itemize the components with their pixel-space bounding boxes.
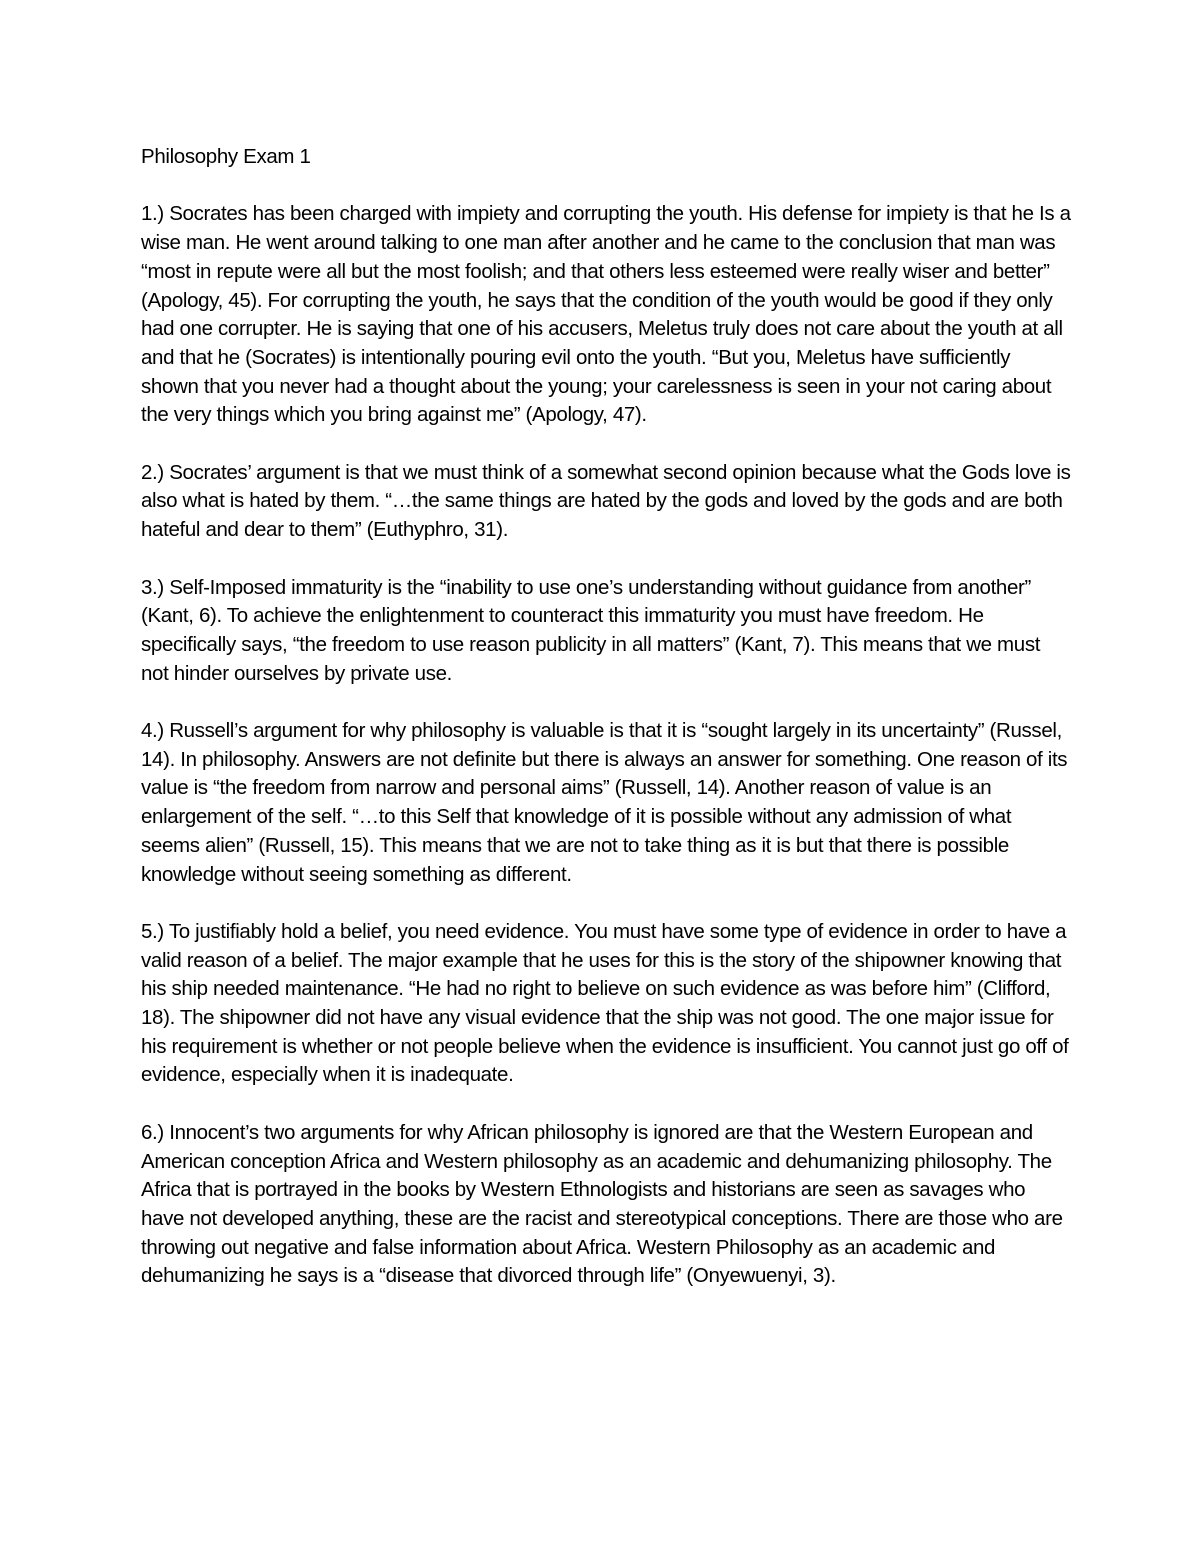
- answer-1: 1.) Socrates has been charged with impiety and corrupting the youth. His defense for impiety is that he Is a wise man. He went around talking to one man after another and he came to the conclusion that man was “most in repute were all but the most foolish; and that others less esteemed were really wiser and better” (Apology, 45). For corrupting the youth, he says that the condition of the youth would be good if they only had one corrupter. He is saying that one of his accusers, Meletus truly does not care about the youth at all and that he (Socrates) is intentionally pouring evil onto the youth. “But you, Meletus have sufficiently shown that you never had a thought about the young; your carelessness is seen in your not caring about the very things which you bring against me” (Apology, 47).: [141, 202, 1071, 427]
- answer-5: 5.) To justifiably hold a belief, you need evidence. You must have some type of evidence in order to have a valid reason of a belief. The major example that he uses for this is the story of the shipowner knowing that his ship needed maintenance. “He had no right to believe on such evidence as was before him” (Clifford, 18). The shipowner did not have any visual evidence that the ship was not good. The one major issue for his requirement is whether or not people believe when the evidence is insufficient. You cannot just go off of evidence, especially when it is inadequate.: [141, 919, 1069, 1087]
- answer-2: 2.) Socrates’ argument is that we must think of a somewhat second opinion because what the Gods love is also what is hated by them. “…the same things are hated by the gods and loved by the gods and are both hateful and dear to them” (Euthyphro, 31).: [141, 460, 1071, 542]
- document-body: [141, 143, 1071, 1320]
- answer-3: 3.) Self-Imposed immaturity is the “inability to use one’s understanding without guidance from another” (Kant, 6). To achieve the enlightenment to counteract this immaturity you must have freedom. He specifically says, “the freedom to use reason publicity in all matters” (Kant, 7). This means that we must not hinder ourselves by private use.: [141, 575, 1041, 685]
- answer-4: 4.) Russell’s argument for why philosophy is valuable is that it is “sought largely in its uncertainty” (Russel, 14). In philosophy. Answers are not definite but there is always an answer for something. One reason of its value is “the freedom from narrow and personal aims” (Russell, 14). Another reason of value is an enlargement of the self. “…to this Self that knowledge of it is possible without any admission of what seems alien” (Russell, 15). This means that we are not to take thing as it is but that there is possible knowledge without seeing something as different.: [141, 719, 1068, 886]
- document-title: Philosophy Exam 1: [141, 145, 311, 168]
- answer-6: 6.) Innocent’s two arguments for why African philosophy is ignored are that the Western European and American conception Africa and Western philosophy as an academic and dehumanizing philosophy. The Africa that is portrayed in the books by Western Ethnologists and historians are seen as savages who have not developed anything, these are the racist and stereotypical conceptions. There are those who are throwing out negative and false information about Africa. Western Philosophy as an academic and dehumanizing he says is a “disease that divorced through life” (Onyewuenyi, 3).: [141, 1120, 1063, 1288]
